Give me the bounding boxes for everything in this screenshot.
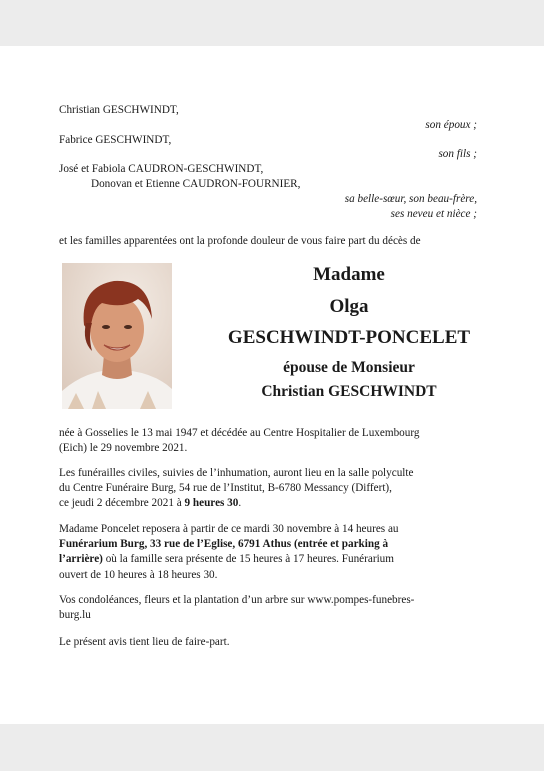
rest-line-1: Madame Poncelet reposera à partir de ce mardi 30 novembre à 14 heures au	[59, 523, 399, 535]
funeral-line-3	[59, 496, 479, 511]
spouse-line: épouse de Monsieur	[283, 359, 415, 376]
condolences-paragraph	[59, 593, 479, 623]
funeral-line-2: du Centre Funéraire Burg, 54 rue de l’Institut, B-6780 Messancy (Differt),	[59, 482, 392, 495]
nephews-name: Donovan et Etienne CAUDRON-FOURNIER,	[91, 178, 301, 190]
rest-visiting-text: où la famille sera présente de 15 heures à 17 heures. Funérarium	[102, 553, 394, 566]
son-role: son fils ;	[438, 148, 477, 160]
rest-line-3	[59, 552, 479, 567]
husband-name: Christian GESCHWINDT,	[59, 104, 179, 116]
rest-line-2	[59, 537, 479, 552]
son-name: Fabrice GESCHWINDT,	[59, 134, 172, 146]
deceased-last-name: GESCHWINDT-PONCELET	[227, 327, 471, 348]
funeral-time: 9 heures 30	[184, 497, 239, 510]
funerarium-address: Funérarium Burg, 33 rue de l’Eglise, 6791 Athus (entrée et parking à	[59, 538, 389, 551]
portrait-photo	[62, 263, 172, 409]
funeral-end-text: .	[238, 497, 242, 510]
rest-line-4: ouvert de 10 heures à 18 heures 30.	[59, 568, 218, 581]
obituary-sheet	[0, 46, 544, 724]
portrait-icon	[62, 263, 172, 409]
birth-line-2: (Eich) le 29 novembre 2021.	[59, 442, 188, 455]
condolences-line-1: Vos condoléances, fleurs et la plantation d’un arbre sur www.pompes-funebres-	[59, 594, 415, 606]
deceased-first-name: Olga	[329, 296, 369, 317]
birth-paragraph	[59, 426, 479, 456]
notice-paragraph	[59, 635, 479, 650]
husband-role: son époux ;	[425, 119, 477, 131]
spouse-name: Christian GESCHWINDT	[261, 383, 437, 400]
sister-name: José et Fabiola CAUDRON-GESCHWINDT,	[59, 163, 264, 175]
funeral-paragraph	[59, 466, 479, 512]
sister-role: sa belle-sœur, son beau-frère,	[344, 193, 477, 205]
notice-line: Le présent avis tient lieu de faire-part.	[59, 636, 230, 648]
funeral-date-text: ce jeudi 2 décembre 2021 à	[59, 497, 185, 510]
intro-text: et les familles apparentées ont la profonde douleur de vous faire part du décès de	[59, 235, 421, 247]
birth-line-1: née à Gosselies le 13 mai 1947 et décédée au Centre Hospitalier de Luxembourg	[59, 427, 420, 439]
funerarium-address-end: l’arrière)	[59, 553, 103, 566]
condolences-line-2: burg.lu	[59, 609, 91, 622]
rest-paragraph	[59, 522, 479, 583]
deceased-title: Madame	[313, 264, 385, 285]
funeral-line-1: Les funérailles civiles, suivies de l’inhumation, auront lieu en la salle polyculte	[59, 467, 414, 479]
nephews-role: ses neveu et nièce ;	[390, 208, 477, 220]
